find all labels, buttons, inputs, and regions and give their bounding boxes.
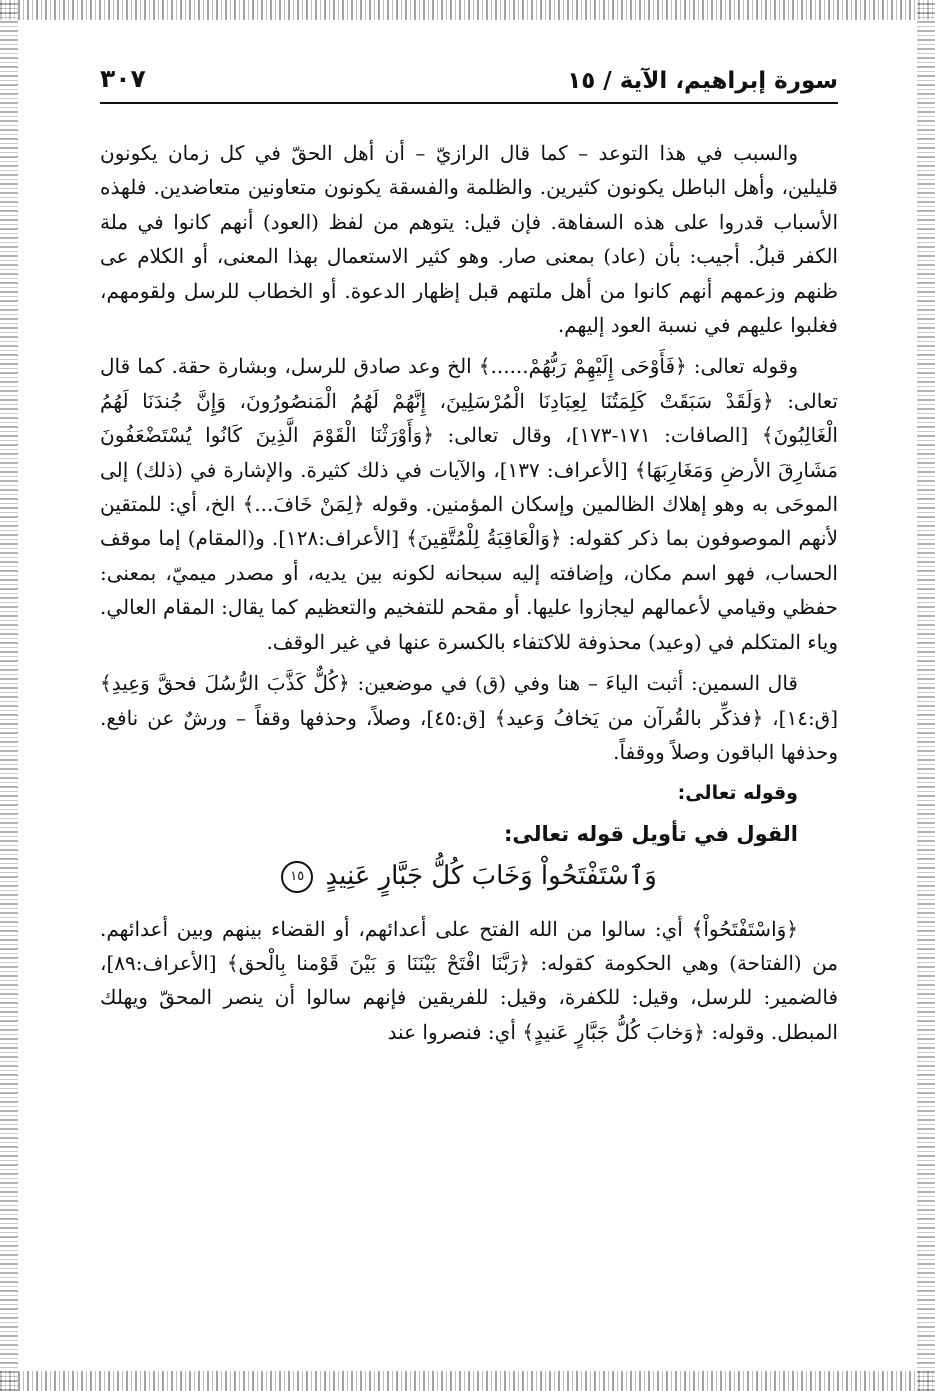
decorative-border-left <box>0 0 18 1391</box>
paragraph-5: ﴿وَاسْتَفْتَحُواْ﴾ أي: سالوا من الله الفتح على أعدائهم، أو القضاء بينهم وبين أعدائهم. من (الفتاحة) وهي الحكومة كقوله: ﴿رَبَّنَا افْتَحْ بَيْنَنَا وَ بَيْنَ قَوْمنا بِالْحق﴾ [الأعراف:٨٩]، فالضمير: للرسل، وقيل: للكفرة، وقيل: للفريقين فإنهم سالوا أن ينصر المحقّ ويهلك المبطل. وقوله: ﴿وَخابَ كُلُّ جَبَّارٍ عَنيدٍ﴾ أي: فنصروا عند <box>100 916 838 1044</box>
running-title: سورة إبراهيم، الآية / ١٥ <box>567 68 838 94</box>
decorative-border-top <box>0 0 935 20</box>
decorative-border-bottom <box>0 1371 935 1391</box>
verse-number-marker: ١٥ <box>281 861 313 893</box>
verse-text: وَٱسْتَفْتَحُواْ وَخَابَ كُلُّ جَبَّارٍ عَنِيدٍ <box>325 861 657 892</box>
decorative-border-right <box>917 0 935 1391</box>
page-number: ٣٠٧ <box>100 64 146 93</box>
header-rule <box>100 102 838 104</box>
page-header <box>100 60 838 104</box>
paragraph-4: وقوله تعالى: <box>677 782 798 805</box>
paragraph-1: والسبب في هذا التوعد – كما قال الرازيّ – أن أهل الحقّ في كل زمان يكونون قليلين، وأهل الباطل يكونون كثيرين. والظلمة والفسقة يكونون متعاونين متعاضدين. فلهذه الأسباب قدروا على هذه السفاهة. فإن قيل: يتوهم من لفظ (العود) أنهم كانوا في ملة الكفر قبلُ. أجيب: بأن (عاد) بمعنى صار. وهو كثير الاستعمال بهذا المعنى، أو الكلام عى ظنهم وزعمهم أنهم كانوا من أهل ملتهم قبل إظهار الدعوة. أو الخطاب للرسل ولقومهم، فغلبوا عليهم في نسبة العود إليهم. <box>100 141 838 338</box>
paragraph-2: وقوله تعالى: ﴿فَأَوْحَى إِلَيْهِمْ رَبُّهُمْ......﴾ الخ وعد صادق للرسل، وبشارة حقة. كما قال تعالى: ﴿وَلَقَدْ سَبَقَتْ كَلِمَتُنَا لِعِبَادِنَا الْمُرْسَلِينَ، إِنَّهُمْ لَهُمُ الْمَنصُورُونَ، وَإِنَّ جُندَنَا لَهُمُ الْغَالِبُونَ﴾ [الصافات: ١٧١-١٧٣]، وقال تعالى: ﴿وَأَوْرَثْنَا الْقَوْمَ الَّذِينَ كَانُوا يُسْتَضْعَفُونَ مَشَارِقَ الأرضِ وَمَغَارِبَهَا﴾ [الأعراف: ١٣٧]، والآيات في ذلك كثيرة. والإشارة في (ذلك) إلى الموحَى به وهو إهلاك الظالمين وإسكان المؤمنين. وقوله ﴿لِمَنْ خَافَ...﴾ الخ، أي: للمتقين لأنهم الموصوفون بما ذكر كقوله: ﴿وَالْعَاقِبَةُ لِلْمُتَّقِينَ﴾ [الأعراف:١٢٨]. و(المقام) إما موقف الحساب، فهو اسم مكان، وإضافته إليه سبحانه لكونه بين يديه، أو مصدر ميميّ، بمعنى: حفظي وقيامي لأعمالهم ليجازوا عليها. أو مقحم للتفخيم والتعظيم كما يقال: المقام العالي. وياء المتكلم في (وعيد) محذوفة للاكتفاء بالكسرة عنها في غير الوقف. <box>100 354 838 654</box>
page-body <box>100 136 838 1056</box>
paragraph-3: قال السمين: أثبت الياءَ – هنا وفي (ق) في موضعين: ﴿كُلٌّ كَذَّبَ الرُّسُلَ فحقَّ وَعِيدِ﴾ [ق:١٤]، ﴿فذكِّر بالقُرآن من يَخافُ وَعيد﴾ [ق:٤٥]، وصلاً، وحذفها وقفاً – ورشٌ عن نافع. وحذفها الباقون وصلاً ووقفاً. <box>100 671 838 764</box>
section-heading: القول في تأويل قوله تعالى: <box>504 821 798 846</box>
quran-verse <box>100 859 838 893</box>
